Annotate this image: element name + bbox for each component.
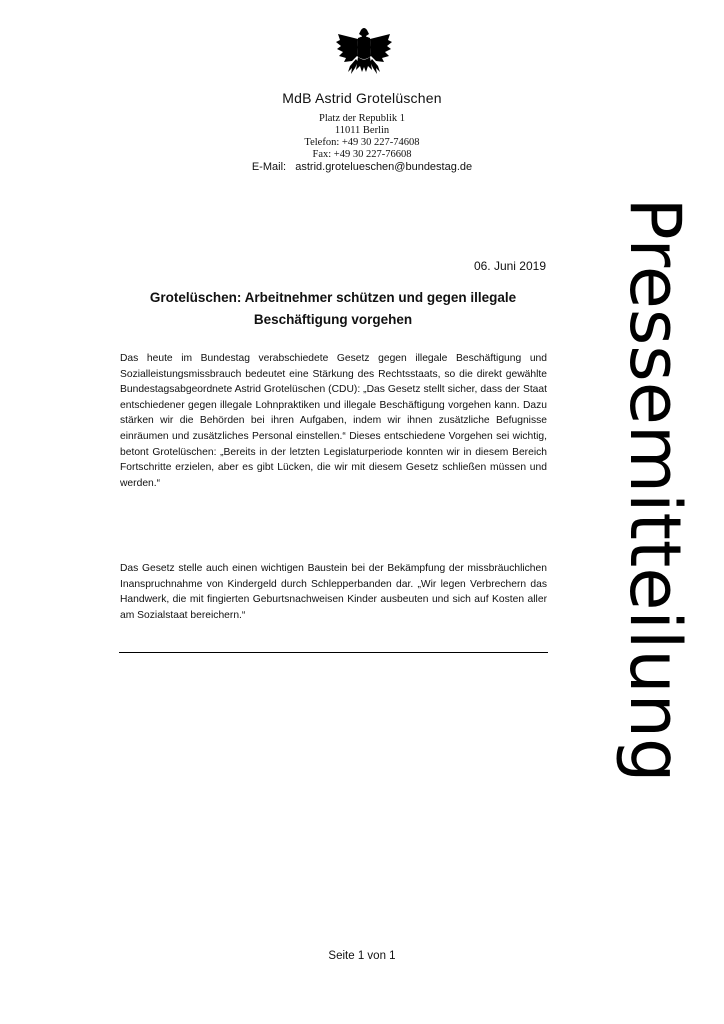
pressemitteilung-side-title: Pressemitteilung — [614, 197, 696, 783]
letterhead-email: E-Mail: astrid.grotelueschen@bundestag.de — [251, 161, 473, 173]
letterhead-street: Platz der Republik 1 — [318, 113, 406, 124]
press-release-headline: Grotelüschen: Arbeitnehmer schützen und gegen illegale Beschäftigung vorgehen — [149, 290, 517, 327]
letterhead-phone: Telefon: +49 30 227-74608 — [304, 137, 420, 148]
body-paragraph-2: Das Gesetz stelle auch einen wichtigen Baustein bei der Bekämpfung der missbräuchlichen Inanspruchnahme von Kindergeld durch Schlepperbanden dar. „Wir legen Verbrechern das Handwerk, die mit fingierten Geburtsnachweisen Kinder ausbeuten und sich auf Kosten aller am Sozialstaat bereichern.“ — [120, 563, 547, 621]
letterhead-city: 11011 Berlin — [334, 125, 390, 136]
closing-divider — [119, 652, 548, 653]
press-release-date: 06. Juni 2019 — [473, 259, 546, 273]
page-footer: Seite 1 von 1 — [328, 950, 396, 962]
body-paragraph-1: Das heute im Bundestag verabschiedete Gesetz gegen illegale Beschäftigung und Sozialleistungsmissbrauch bedeutet eine Stärkung des Rechtsstaats, so die direkt gewählte Bundestagsabgeordnete Astrid Grotelüschen (CDU): „Das Gesetz stellt sicher, dass der Staat entschiedener gegen illegale Lohnpraktiken und illegale Beschäftigung vorgehen kann. Dazu stärken wir die Behörden bei ihren Aufgaben, indem wir ihnen zusätzliche Befugnisse einräumen und zusätzliches Personal einstellen.“ Dieses entschiedene Vorgehen sei wichtig, betont Grotelüschen: „Bereits in der letzten Legislaturperiode konnten wir in diesem Bereich Fortschritte erzielen, aber es gibt Lücken, die wir mit diesem Gesetz schließen müssen und werden.“ — [120, 353, 547, 489]
letterhead-fax: Fax: +49 30 227-76608 — [312, 149, 412, 160]
federal-eagle-icon — [334, 26, 394, 81]
letterhead-name: MdB Astrid Grotelüschen — [282, 90, 442, 106]
